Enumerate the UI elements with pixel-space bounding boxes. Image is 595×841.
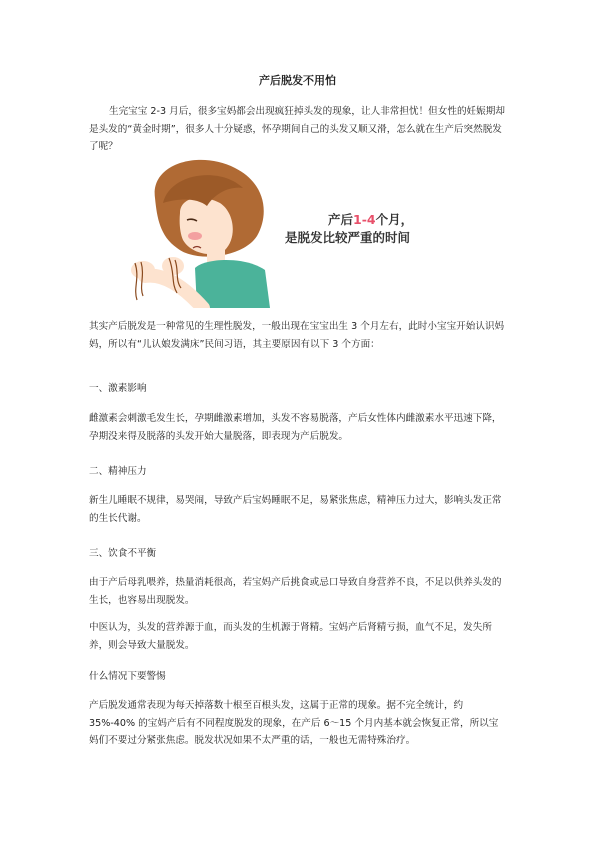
heading-diet: 三、饮食不平衡 bbox=[89, 548, 157, 559]
intro-paragraph: 生完宝宝 2-3 月后，很多宝妈都会出现疯狂掉头发的现象，让人非常担忧！但女性的妊娠期却是头发的“黄金时期”，很多人十分疑惑，怀孕期间自己的头发又顺又滑，怎么就在生产后突然脱发了呢？ bbox=[89, 106, 505, 152]
page-title: 产后脱发不用怕 bbox=[259, 74, 336, 87]
heading-stress: 二、精神压力 bbox=[89, 466, 147, 477]
heading-hormones: 一、激素影响 bbox=[89, 383, 147, 394]
paragraph-hormones: 雌激素会刺激毛发生长，孕期雌激素增加，头发不容易脱落，产后女性体内雌激素水平迅速下降，孕期没来得及脱落的头发开始大量脱落，即表现为产后脱发。 bbox=[89, 413, 502, 442]
paragraph-warning: 产后脱发通常表现为每天掉落数十根至百根头发，这属于正常的现象。据不完全统计，约 35%-40% 的宝妈产后有不同程度脱发的现象，在产后 6～15 个月内基本就会恢复正常，所以宝妈们不要过分紧张焦虑。脱发状况如果不太严重的话，一般也无需特殊治疗。 bbox=[89, 700, 499, 746]
svg-text:是脱发比较严重的时间: 是脱发比较严重的时间 bbox=[285, 230, 411, 245]
paragraph-causes-intro: 其实产后脱发是一种常见的生理性脱发，一般出现在宝宝出生 3 个月左右，此时小宝宝开始认识妈妈，所以有“儿认娘发满床”民间习语，其主要原因有以下 3 个方面： bbox=[89, 321, 505, 350]
svg-text:产后1-4个月，: 产后1-4个月， bbox=[328, 212, 414, 227]
heading-warning: 什么情况下要警惕 bbox=[89, 671, 166, 682]
paragraph-diet: 由于产后母乳喂养，热量消耗很高，若宝妈产后挑食或忌口导致自身营养不良，不足以供养头发的生长，也容易出现脱发。 bbox=[89, 577, 502, 606]
paragraph-stress: 新生儿睡眠不规律，易哭闹，导致产后宝妈睡眠不足，易紧张焦虑，精神压力过大，影响头发正常的生长代谢。 bbox=[89, 495, 502, 524]
paragraph-tcm: 中医认为，头发的营养源于血，而头发的生机源于肾精。宝妈产后肾精亏损，血气不足，发失所养，则会导致大量脱发。 bbox=[89, 622, 492, 651]
illustration-mother-hair-loss bbox=[125, 158, 480, 308]
